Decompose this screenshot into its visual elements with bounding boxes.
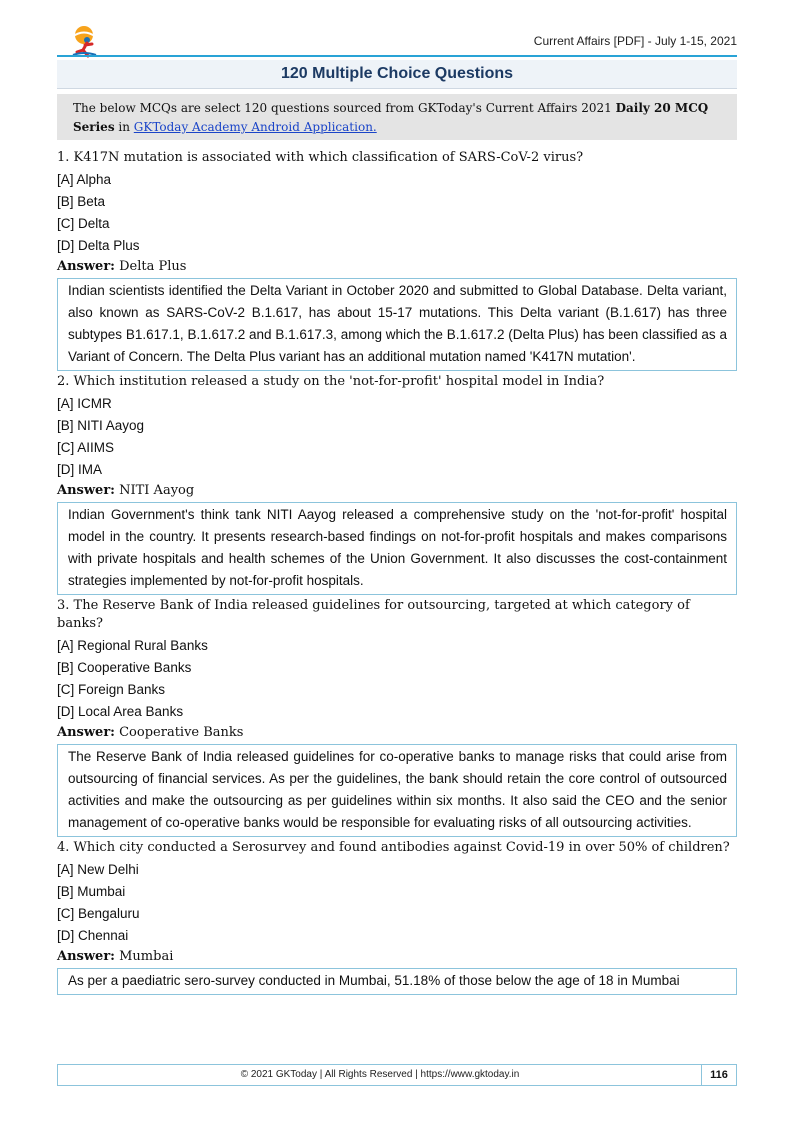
app-link[interactable]: GKToday Academy Android Application.: [133, 120, 377, 134]
answer-value: NITI Aayog: [119, 483, 195, 498]
option: [C] Bengaluru: [57, 906, 140, 921]
answer-label: Answer:: [57, 483, 115, 498]
option: [B] NITI Aayog: [57, 418, 145, 433]
header-divider: [57, 55, 737, 57]
page-footer: [57, 1064, 737, 1086]
option: [B] Beta: [57, 194, 106, 209]
option: [A] New Delhi: [57, 862, 139, 877]
intro-bold: Daily 20 MCQ Series: [73, 101, 709, 134]
answer: [57, 482, 737, 500]
question-text: 4. Which city conducted a Serosurvey and found antibodies against Covid-19 in over 50% of children?: [57, 840, 730, 855]
option: [D] Delta Plus: [57, 238, 140, 253]
question-block: [57, 839, 737, 995]
answer-label: Answer:: [57, 949, 115, 964]
question-block: [57, 373, 737, 595]
option: [B] Mumbai: [57, 884, 126, 899]
page-number: 116: [701, 1065, 736, 1085]
option: [A] ICMR: [57, 396, 112, 411]
question-text: 2. Which institution released a study on the 'not-for-profit' hospital model in India?: [57, 374, 605, 389]
footer-copyright: © 2021 GKToday | All Rights Reserved | https://www.gktoday.in: [240, 1069, 520, 1080]
option: [C] AIIMS: [57, 440, 115, 455]
option: [D] Chennai: [57, 928, 129, 943]
answer: [57, 724, 737, 742]
option: [A] Regional Rural Banks: [57, 638, 208, 653]
question-text: 3. The Reserve Bank of India released guidelines for outsourcing, targeted at which category of banks?: [57, 598, 690, 631]
gktoday-logo-icon: [66, 24, 102, 58]
answer-label: Answer:: [57, 725, 115, 740]
answer-value: Mumbai: [119, 949, 174, 964]
answer: [57, 258, 737, 276]
explanation-box: Indian scientists identified the Delta Variant in October 2020 and submitted to Global Database. Delta variant, also known as SARS-CoV-2 B.1.617, has about 15-17 mutations. This Delta variant (B.1.617) has three subtypes B1.617.1, B.1.617.2 and B.1.617.3, among which the B.1.617.2 (Delta Plus) has been classified as a Variant of Concern. The Delta Plus variant has an additional mutation named 'K417N mutation'.: [57, 278, 737, 371]
option: [C] Foreign Banks: [57, 682, 166, 697]
option: [C] Delta: [57, 216, 110, 231]
answer: [57, 948, 737, 966]
option: [D] IMA: [57, 462, 103, 477]
answer-value: Delta Plus: [119, 259, 187, 274]
explanation-box: The Reserve Bank of India released guidelines for co-operative banks to manage risks that could arise from outsourcing of financial services. As per the guidelines, the bank should retain the core control of outsourced activities and make the outsourcing as per guidelines within six months. It also said the CEO and the senior management of co-operative banks would be responsible for evaluating risks of all outsourcing activities.: [57, 744, 737, 837]
answer-label: Answer:: [57, 259, 115, 274]
header-title: Current Affairs [PDF] - July 1-15, 2021: [533, 34, 737, 48]
intro-text: The below MCQs are select 120 questions sourced from GKToday's Current Affairs 2021: [73, 101, 616, 115]
question-block: [57, 597, 737, 837]
option: [D] Local Area Banks: [57, 704, 184, 719]
question-block: [57, 149, 737, 371]
explanation-box: Indian Government's think tank NITI Aayog released a comprehensive study on the 'not-for-profit' hospital model in the country. It presents research-based findings on not-for-profit hospitals and makes comparisons with private hospitals and health schemes of the Union Government. It also discusses the cost-containment strategies implemented by not-for-profit hospitals.: [57, 502, 737, 595]
option: [B] Cooperative Banks: [57, 660, 192, 675]
intro-box: [57, 94, 737, 140]
explanation-box: As per a paediatric sero-survey conducted in Mumbai, 51.18% of those below the age of 18 in Mumbai: [57, 968, 737, 995]
section-title: 120 Multiple Choice Questions: [57, 60, 737, 89]
intro-mid: in: [114, 120, 134, 134]
question-text: 1. K417N mutation is associated with which classification of SARS-CoV-2 virus?: [57, 150, 584, 165]
questions-list: [57, 149, 737, 997]
option: [A] Alpha: [57, 172, 112, 187]
answer-value: Cooperative Banks: [119, 725, 244, 740]
